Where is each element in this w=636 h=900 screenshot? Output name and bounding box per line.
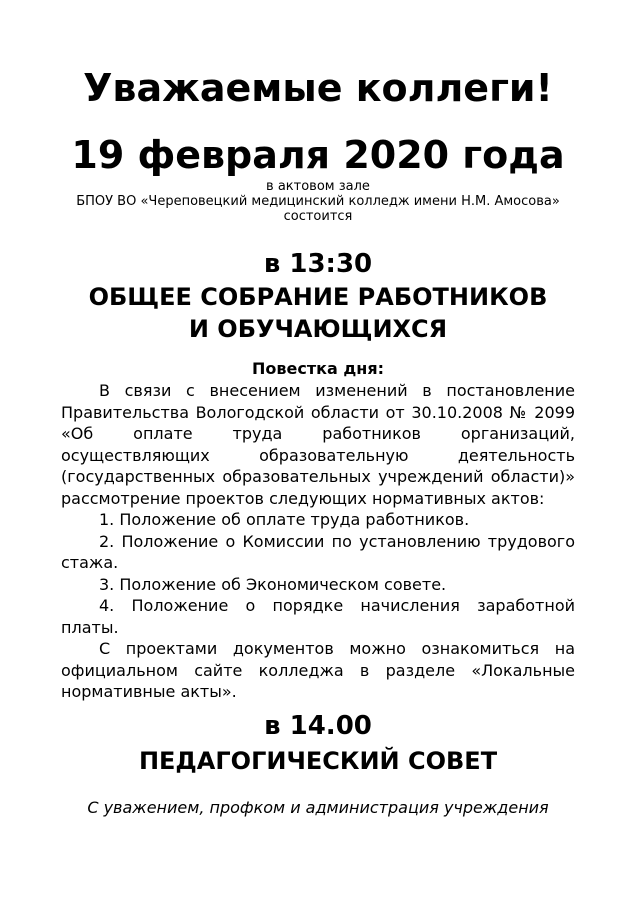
venue-line-1: в актовом зале [266,179,370,194]
venue-line-2: БПОУ ВО «Череповецкий медицинский колледж имени Н.М. Амосова» [76,194,560,209]
agenda-heading: Повестка дня: [252,359,384,378]
date-heading: 19 февраля 2020 года [71,133,565,177]
venue-line-3: состоится [283,209,353,224]
venue-block [0,179,636,224]
agenda-intro: В связи с внесением изменений в постановление Правительства Вологодской области от 30.10.2008 № 2099 «Об оплате труда работников организаций, осуществляющих образовательную деятельность (государственных образовательных учреждений области)» рассмотрение проектов следующих нормативных актов: [61,381,575,508]
agenda-note: С проектами документов можно ознакомиться на официальном сайте колледжа в разделе «Локальные нормативные акты». [61,639,575,701]
agenda-item-4: 4. Положение о порядке начисления заработной платы. [61,596,575,637]
agenda-body [61,380,575,703]
event2-time: в 14.00 [264,711,372,741]
agenda-item-1: 1. Положение об оплате труда работников. [99,510,470,529]
event1-time: в 13:30 [263,249,373,279]
event1-title-line-2: И ОБУЧАЮЩИХСЯ [188,315,448,343]
signature-line: С уважением, профком и администрация учреждения [87,798,549,817]
agenda-item-2: 2. Положение о Комиссии по установлению трудового стажа. [61,531,575,572]
event1-title [0,281,636,345]
event2-title: ПЕДАГОГИЧЕСКИЙ СОВЕТ [138,747,498,775]
agenda-list [61,509,575,638]
agenda-item-3: 3. Положение об Экономическом совете. [99,574,447,594]
greeting-heading: Уважаемые коллеги! [83,66,553,110]
event1-title-line-1: ОБЩЕЕ СОБРАНИЕ РАБОТНИКОВ [88,283,548,311]
